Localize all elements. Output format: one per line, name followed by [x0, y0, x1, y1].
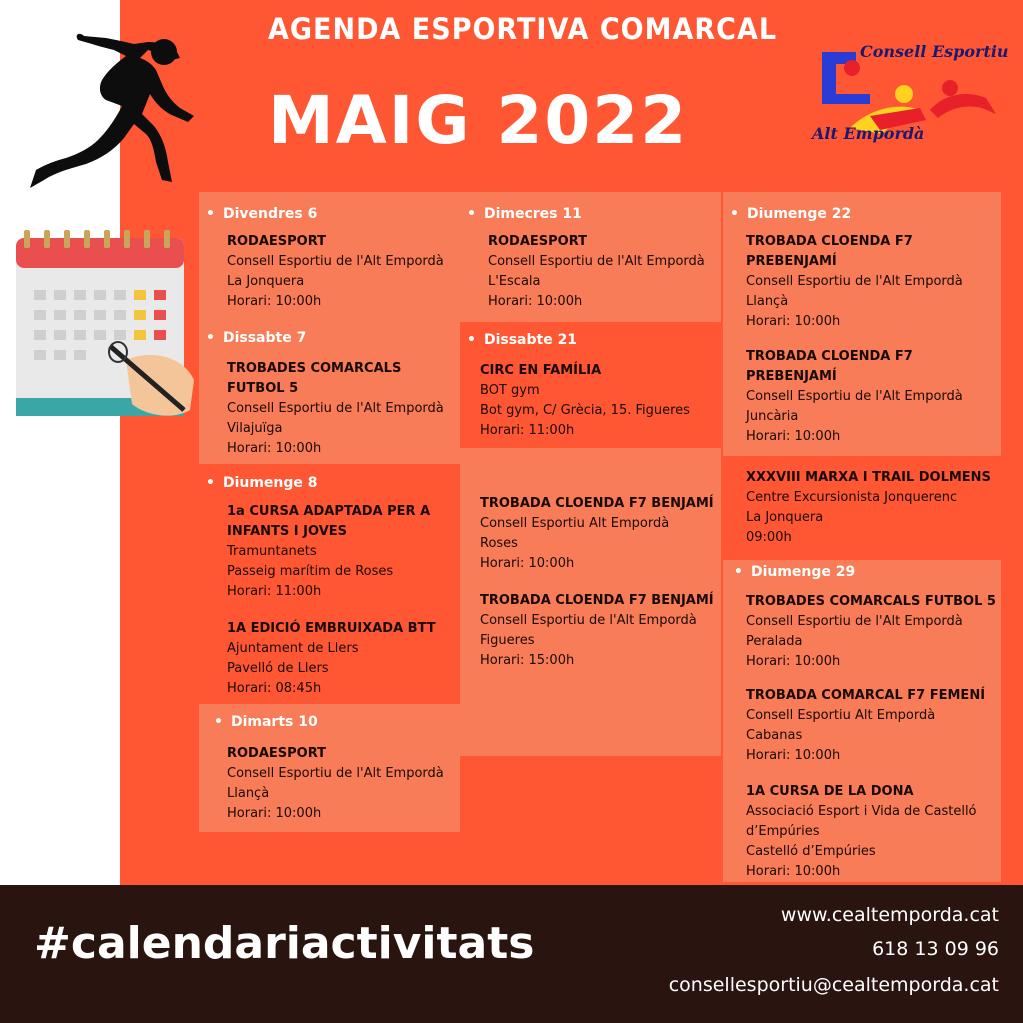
day-dissabte-7: • Dissabte 7: [206, 330, 306, 346]
event-marxa-trail-dolmens: XXXVIII MARXA I TRAIL DOLMENS Centre Excursionista Jonquerenc La Jonquera 09:00h: [746, 470, 991, 545]
day-dimarts-10: • Dimarts 10: [214, 714, 318, 730]
event-rodaesport-escala: RODAESPORT Consell Esportiu de l'Alt Empordà L'Escala Horari: 10:00h: [488, 234, 705, 309]
event-f7-femeni-cabanas: TROBADA COMARCAL F7 FEMENÍ Consell Esportiu Alt Empordà Cabanas Horari: 10:00h: [746, 688, 986, 763]
day-diumenge-29: • Diumenge 29: [734, 564, 855, 580]
event-cloenda-benjami-roses: TROBADA CLOENDA F7 BENJAMÍ Consell Esportiu Alt Empordà Roses Horari: 10:00h: [480, 496, 714, 571]
event-cloenda-prebenjami-juncaria: TROBADA CLOENDA F7 PREBENJAMÍ Consell Esportiu de l'Alt Empordà Juncària Horari: 10:00h: [746, 349, 963, 444]
logo-text-line1: Consell Esportiu: [860, 42, 1009, 61]
day-dimecres-11: • Dimecres 11: [467, 206, 582, 222]
day-diumenge-22: • Diumenge 22: [730, 206, 851, 222]
day-divendres-6: • Divendres 6: [206, 206, 317, 222]
website-link[interactable]: www.cealtemporda.cat: [780, 904, 999, 926]
email-link[interactable]: consellesportiu@cealtemporda.cat: [668, 974, 999, 996]
event-cursa-dona: 1A CURSA DE LA DONA Associació Esport i Vida de Castelló d’Empúries Castelló d’Empúries Horari: 10:00h: [746, 784, 977, 879]
day-dissabte-21: • Dissabte 21: [467, 332, 577, 348]
event-embruixada-btt: 1A EDICIÓ EMBRUIXADA BTT Ajuntament de Llers Pavelló de Llers Horari: 08:45h: [227, 621, 436, 696]
month-title: MAIG 2022: [268, 82, 689, 159]
hashtag: #calendariactivitats: [34, 918, 535, 969]
event-cloenda-benjami-figueres: TROBADA CLOENDA F7 BENJAMÍ Consell Esportiu de l'Alt Empordà Figueres Horari: 15:00h: [480, 593, 714, 668]
phone-number[interactable]: 618 13 09 96: [872, 938, 999, 960]
day-diumenge-8: • Diumenge 8: [206, 475, 318, 491]
calendar-icon: [14, 230, 199, 435]
event-rodaesport-jonquera: RODAESPORT Consell Esportiu de l'Alt Empordà La Jonquera Horari: 10:00h: [227, 234, 444, 309]
event-trobades-futbol5-vilajuiga: TROBADES COMARCALS FUTBOL 5 Consell Esportiu de l'Alt Empordà Vilajuïga Horari: 10:00h: [227, 361, 444, 456]
event-cloenda-prebenjami-llanca: TROBADA CLOENDA F7 PREBENJAMÍ Consell Esportiu de l'Alt Empordà Llançà Horari: 10:00h: [746, 234, 963, 329]
page-title: AGENDA ESPORTIVA COMARCAL: [268, 12, 778, 47]
event-rodaesport-llanca: RODAESPORT Consell Esportiu de l'Alt Empordà Llançà Horari: 10:00h: [227, 746, 444, 821]
event-circ-familia: CIRC EN FAMÍLIA BOT gym Bot gym, C/ Grècia, 15. Figueres Horari: 11:00h: [480, 363, 690, 438]
logo-text-line2: Alt Empordà: [812, 124, 925, 143]
runner-icon: [22, 30, 212, 190]
event-cursa-adaptada: 1a CURSA ADAPTADA PER A INFANTS I JOVES Tramuntanets Passeig marítim de Roses Horari: 11:00h: [227, 504, 431, 599]
event-trobades-futbol5-peralada: TROBADES COMARCALS FUTBOL 5 Consell Esportiu de l'Alt Empordà Peralada Horari: 10:00h: [746, 594, 996, 669]
